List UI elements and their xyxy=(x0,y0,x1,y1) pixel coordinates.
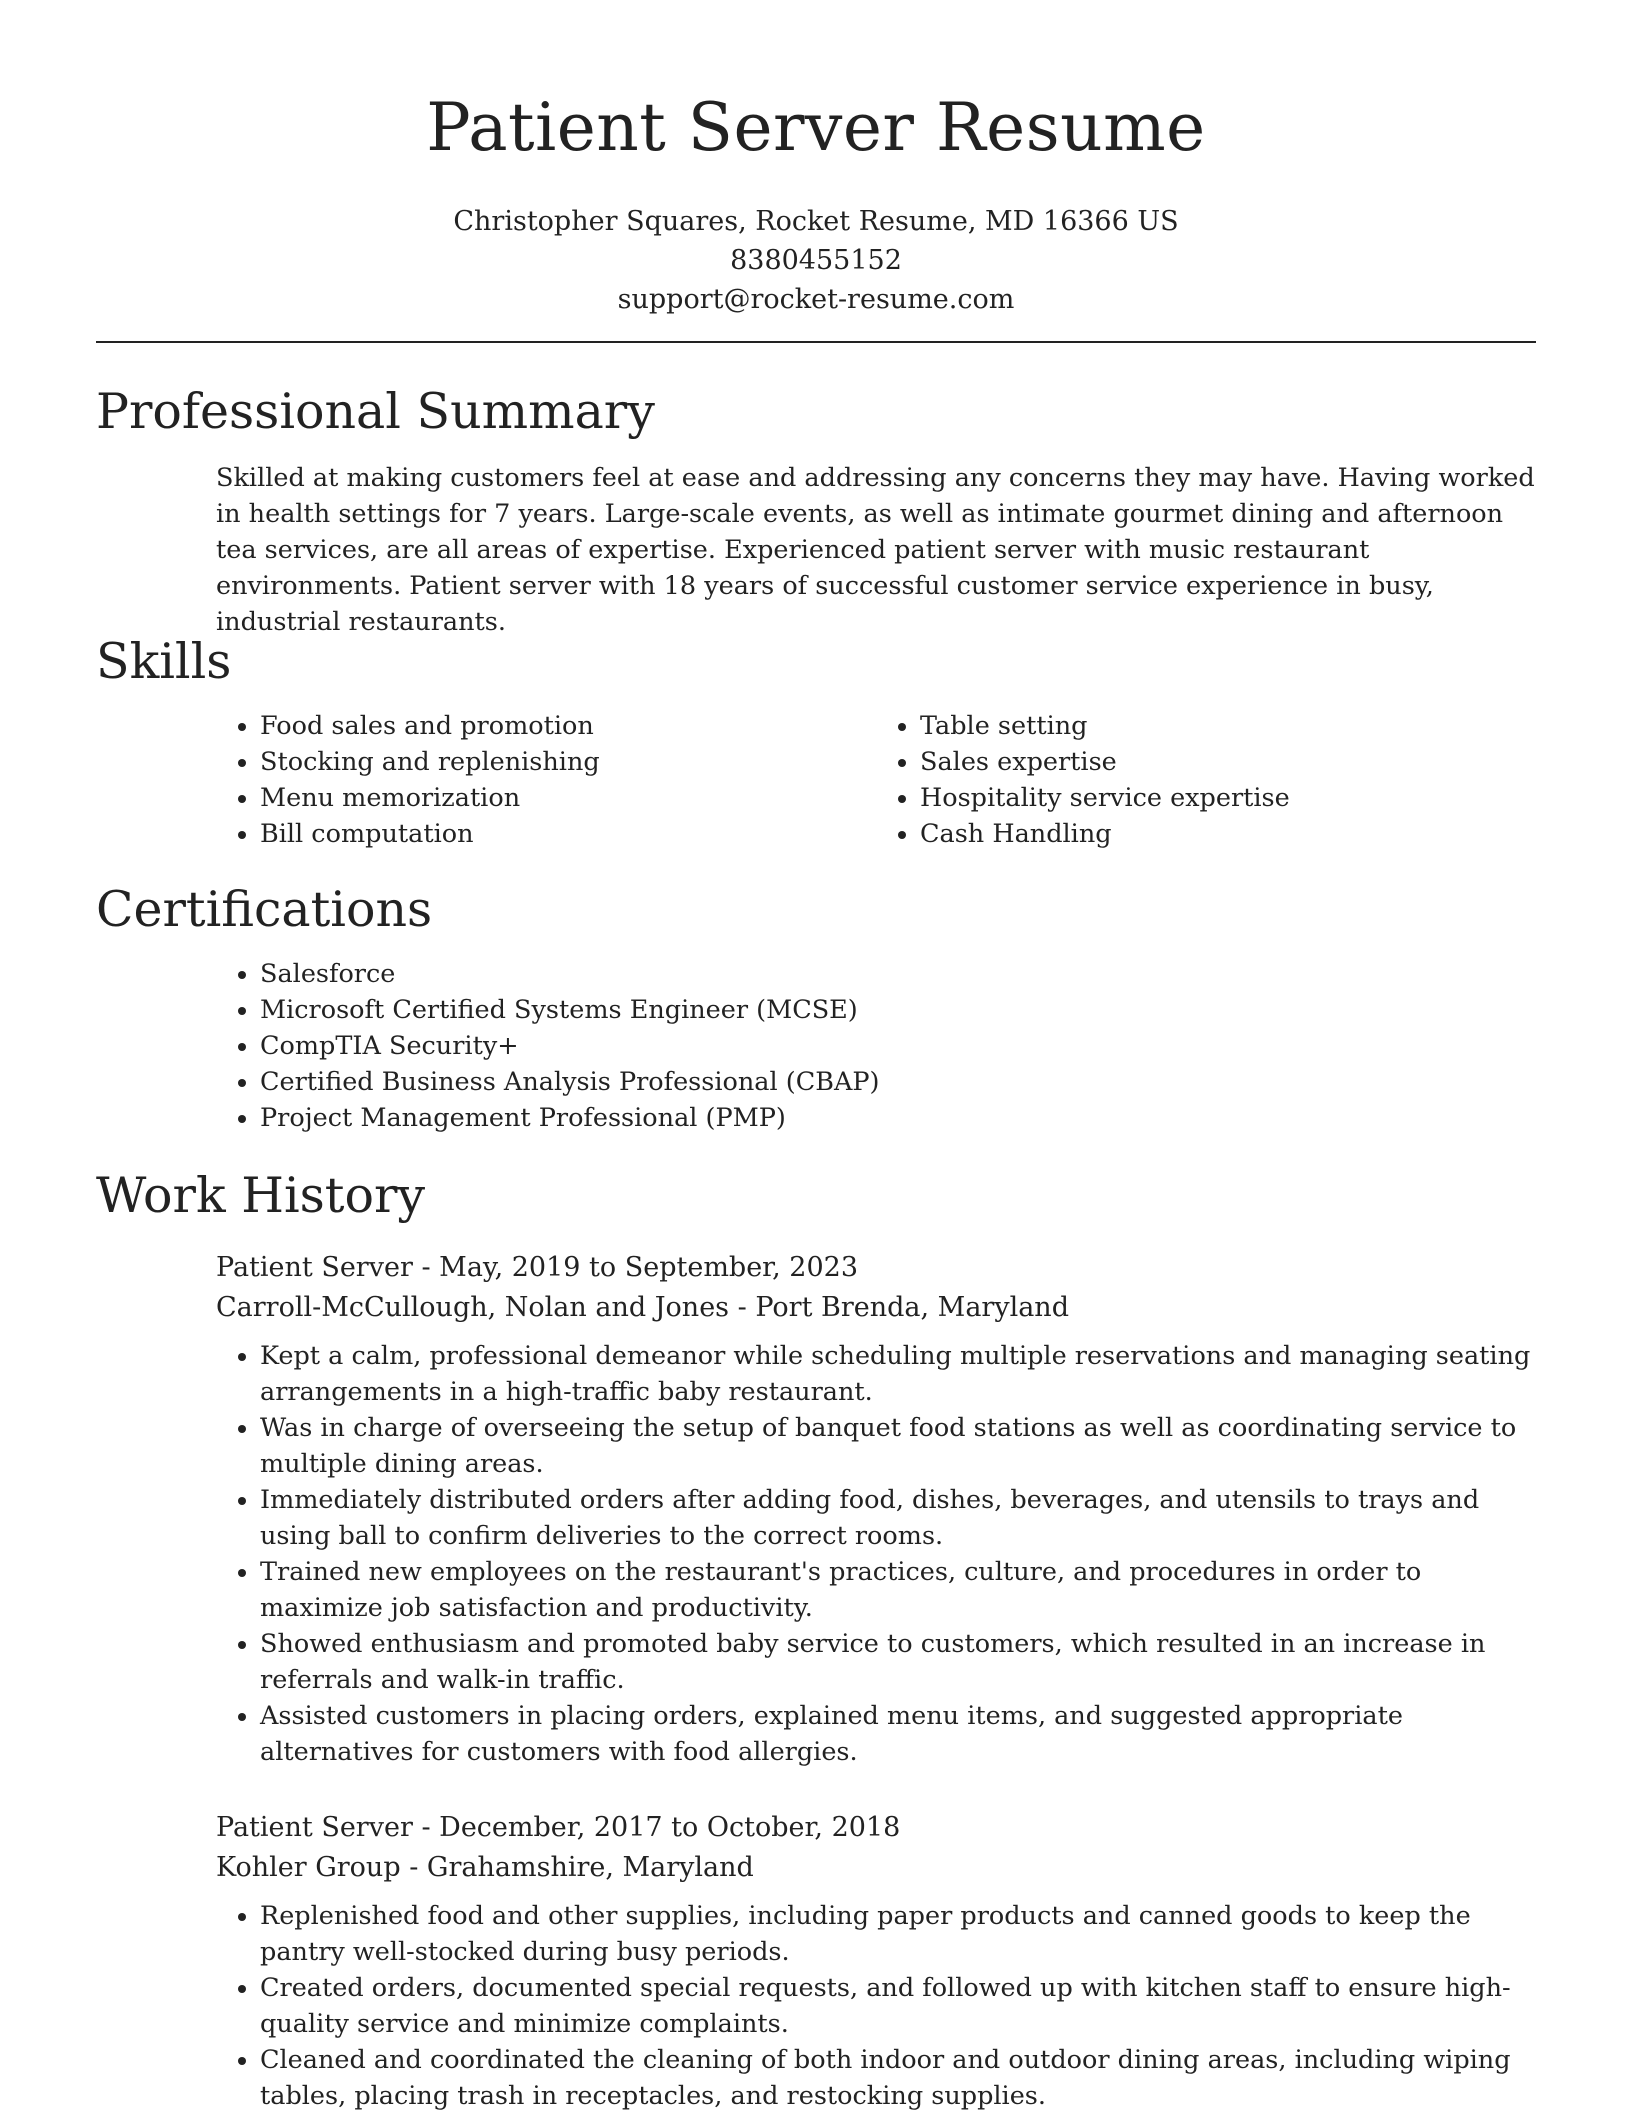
contact-phone: 8380455152 xyxy=(730,245,902,276)
contact-address: Christopher Squares, Rocket Resume, MD 16366 US xyxy=(453,206,1179,237)
job-bullet: • Cleaned and coordinated the cleaning of both indoor and outdoor dining areas, including wiping tables, placing trash in receptacles, and restocking supplies. xyxy=(260,2042,1536,2114)
certification-item: • CompTIA Security+ xyxy=(260,1028,1536,1064)
job-bullets xyxy=(216,1898,1536,2114)
header-divider xyxy=(96,341,1536,343)
skills-columns xyxy=(216,708,1536,852)
job-bullet: • Created orders, documented special requests, and followed up with kitchen staff to ensure high-quality service and minimize complaints. xyxy=(260,1970,1536,2042)
job-bullet: • Kept a calm, professional demeanor while scheduling multiple reservations and managing seating arrangements in a high-traffic baby restaurant. xyxy=(260,1338,1536,1410)
skill-item: • Menu memorization xyxy=(260,780,876,816)
contact-email: support@rocket-resume.com xyxy=(617,284,1015,315)
certifications-heading: Certifications xyxy=(96,881,433,938)
skill-item: • Sales expertise xyxy=(920,744,1536,780)
job-title-line xyxy=(216,1808,1536,1848)
skill-item: • Hospitality service expertise xyxy=(920,780,1536,816)
work-history-heading: Work History xyxy=(96,1167,426,1224)
job-bullet: • Was in charge of overseeing the setup of banquet food stations as well as coordinating service to multiple dining areas. xyxy=(260,1410,1536,1482)
certification-item: • Certified Business Analysis Professional (CBAP) xyxy=(260,1064,1536,1100)
job-bullet: • Showed enthusiasm and promoted baby service to customers, which resulted in an increase in referrals and walk-in traffic. xyxy=(260,1626,1536,1698)
skills-section xyxy=(96,632,1536,852)
skill-item: • Bill computation xyxy=(260,816,876,852)
job-company-line xyxy=(216,1848,1536,1888)
job-company: Kohler Group xyxy=(216,1852,401,1883)
summary-text: Skilled at making customers feel at ease and addressing any concerns they may have. Having worked in health settings for 7 years. Large-scale events, as well as intimate gourmet dining and afternoon tea services, are all areas of expertise. Experienced patient server with music restaurant environments. Patient server with 18 years of successful customer service experience in busy, industrial restaurants. xyxy=(216,463,1535,637)
job-title: Patient Server xyxy=(216,1252,413,1283)
certifications-list xyxy=(216,956,1536,1136)
skills-list-left xyxy=(216,708,876,852)
job-separator: - xyxy=(421,1252,440,1283)
resume-title: Patient Server Resume xyxy=(426,89,1206,166)
skill-item: • Stocking and replenishing xyxy=(260,744,876,780)
job-location: Grahamshire, Maryland xyxy=(426,1852,754,1883)
skills-list-right xyxy=(876,708,1536,852)
summary-heading: Professional Summary xyxy=(96,383,655,440)
job-entry xyxy=(216,1808,1536,2114)
job-separator: - xyxy=(409,1852,427,1883)
skills-heading: Skills xyxy=(96,633,232,690)
job-dates: May, 2019 to September, 2023 xyxy=(439,1252,859,1283)
job-title-line xyxy=(216,1248,1536,1288)
certification-item: • Project Management Professional (PMP) xyxy=(260,1100,1536,1136)
job-location: Port Brenda, Maryland xyxy=(755,1292,1069,1323)
skill-item: • Cash Handling xyxy=(920,816,1536,852)
resume-header xyxy=(0,0,1632,319)
job-bullets xyxy=(216,1338,1536,1770)
skill-item: • Table setting xyxy=(920,708,1536,744)
job-bullet: • Trained new employees on the restaurant's practices, culture, and procedures in order to maximize job satisfaction and productivity. xyxy=(260,1554,1536,1626)
certification-item: • Salesforce xyxy=(260,956,1536,992)
certification-item: • Microsoft Certified Systems Engineer (MCSE) xyxy=(260,992,1536,1028)
job-bullet: • Replenished food and other supplies, including paper products and canned goods to keep the pantry well-stocked during busy periods. xyxy=(260,1898,1536,1970)
job-separator: - xyxy=(737,1292,756,1323)
job-entry xyxy=(216,1248,1536,1770)
job-company: Carroll-McCullough, Nolan and Jones xyxy=(216,1292,730,1323)
job-company-line xyxy=(216,1288,1536,1328)
skill-item: • Food sales and promotion xyxy=(260,708,876,744)
job-bullet: • Assisted customers in placing orders, explained menu items, and suggested appropriate alternatives for customers with food allergies. xyxy=(260,1698,1536,1770)
certifications-section xyxy=(96,880,1536,1136)
job-separator: - xyxy=(421,1812,440,1843)
contact-block xyxy=(0,202,1632,319)
job-bullet: • Immediately distributed orders after adding food, dishes, beverages, and utensils to trays and using ball to confirm deliveries to the correct rooms. xyxy=(260,1482,1536,1554)
job-dates: December, 2017 to October, 2018 xyxy=(439,1812,901,1843)
summary-section xyxy=(96,382,1536,640)
work-history-section xyxy=(96,1166,1536,2114)
job-title: Patient Server xyxy=(216,1812,413,1843)
